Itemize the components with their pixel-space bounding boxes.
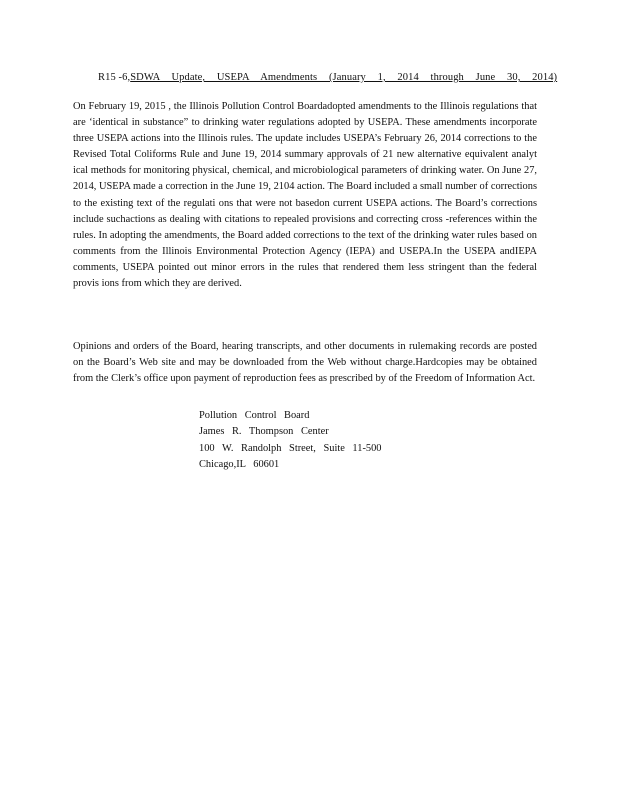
- address-line-city: Chicago,IL 60601: [199, 458, 280, 470]
- title-prefix: R15 -6,: [98, 72, 131, 83]
- address-line-organization: Pollution Control Board: [199, 410, 310, 421]
- paragraph-amendments: On February 19, 2015 , the Illinois Pollution Control Boardadopted amendments to the Illinois regulations that are ‘identical in substance” to drinking water regulations adopted by USEPA. These amendments incorporate three USEPA actions into the Illinois rules. The update includes USEPA’s February 26, 2014 corrections to the Revised Total Coliforms Rule and June 19, 2014 summary approvals of 21 new alternative equivalent analyt ical methods for monitoring physical, chemical, and microbiological parameters of drinking water. On June 27, 2014, USEPA made a correction in the June 19, 2104 action. The Board included a small number of corrections to the existing text of the regulati ons that were not basedon current USEPA actions. The Board’s corrections include suchactions as dealing with citations to repealed provisions and correcting cross -references within the rules. In adopting the amendments, the Board added corrections to the text of the drinking water rules based on comments from the Illinois Environmental Protection Agency (IEPA) and USEPA.In the USEPA andIEPA comments, USEPA pointed out minor errors in the rules that rendered them less stringent than the federal provis ions from which they are derived.: [73, 101, 537, 290]
- document-title: [98, 72, 557, 83]
- paragraph-availability: Opinions and orders of the Board, hearing transcripts, and other documents in rulemaking records are posted on the Board’s Web site and may be downloaded from the Web without charge.Hardcopies may be obtained from the Clerk’s office upon payment of reproduction fees as prescribed by of the Freedom of Information Act.: [73, 341, 537, 385]
- address-line-building: James R. Thompson Center: [199, 426, 329, 438]
- address-line-street: 100 W. Randolph Street, Suite 11-500: [199, 442, 382, 454]
- mailing-address: [199, 408, 382, 473]
- title-underlined: SDWA Update, USEPA Amendments (January 1, 2014 through June 30, 2014): [130, 72, 558, 83]
